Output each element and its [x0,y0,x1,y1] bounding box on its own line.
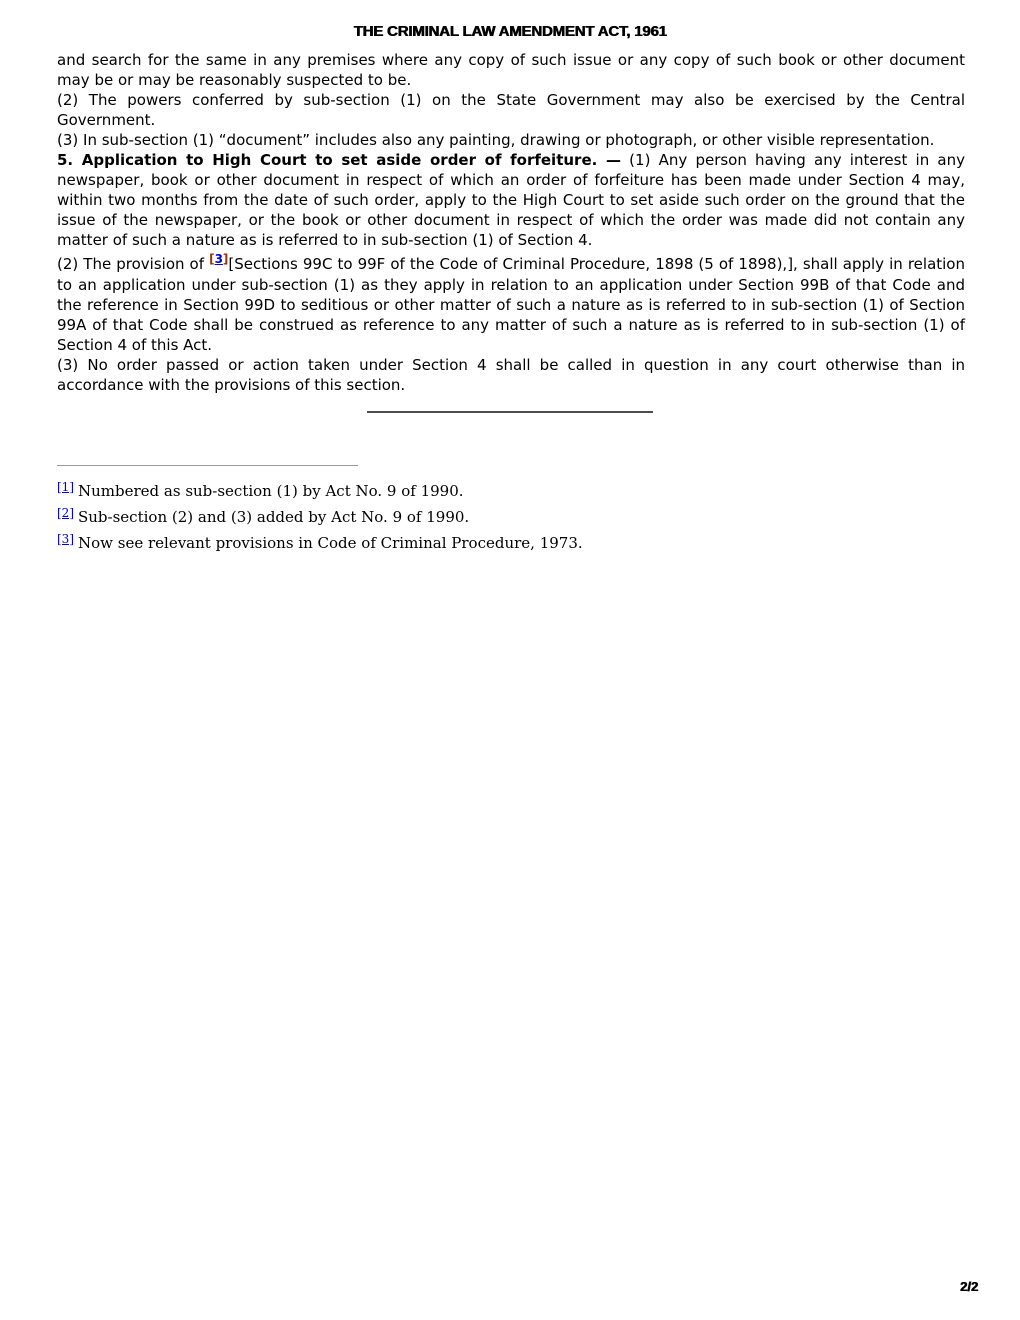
document-body [57,50,965,395]
footnote-link-2[interactable]: [2] [57,506,74,520]
section-end-divider [367,411,653,413]
paragraph-text: (3) No order passed or action taken under Section 4 shall be called in question in any court otherwise than in accordance with the provisions of this section. [57,356,965,394]
footnote-ref-3[interactable] [209,252,228,266]
paragraph-section-5 [57,150,965,250]
paragraph-no-order-questioned [57,355,965,395]
paragraph-text: (2) The powers conferred by sub-section (1) on the State Government may also be exercised by the Central Government. [57,91,965,129]
footnote-item [57,505,1020,531]
paragraph-document-definition [57,130,965,150]
paragraph-provision-sections-99 [57,254,965,355]
footnote-item [57,531,1020,557]
paragraph-text: (3) In sub-section (1) “document” includes also any painting, drawing or photograph, or other visible representation. [57,131,935,149]
ref-open-bracket: [ [209,252,215,266]
section-5-heading: 5. Application to High Court to set aside order of forfeiture. — [57,151,621,169]
paragraph-text: (1) Any person having any interest in any newspaper, book or other document in respect of which an order of forfeiture has been made under Section 4 may, within two months from the date of such order, apply to the High Court to set aside such order on the ground that the issue of the newspaper, or the book or other document in respect of which the order was made did not contain any matter of such a nature as is referred to in sub-section (1) of Section 4. [57,151,965,249]
footnote-text: Numbered as sub-section (1) by Act No. 9 of 1990. [78,482,464,500]
paragraph-text: [Sections 99C to 99F of the Code of Criminal Procedure, 1898 (5 of 1898),], shall apply in relation to an application under sub-section (1) as they apply in relation to an application under Section 99B of that Code and the reference in Section 99D to seditious or other matter of such a nature as is referred to in sub-section (1) of Section 99A of that Code shall be construed as reference to any matter of such a nature as is referred to in sub-section (1) of Section 4 of this Act. [57,255,965,354]
document-title: THE CRIMINAL LAW AMENDMENT ACT, 1961 [353,23,667,40]
footnote-link-3[interactable]: [3] [57,532,74,546]
footnotes-section [57,479,1020,557]
footnote-item [57,479,1020,505]
footnote-text: Sub-section (2) and (3) added by Act No. 9 of 1990. [78,508,470,526]
paragraph-text: and search for the same in any premises where any copy of such issue or any copy of such book or other document may be or may be reasonably suspected to be. [57,51,965,89]
footnote-text: Now see relevant provisions in Code of Criminal Procedure, 1973. [78,534,583,552]
paragraph-powers-central-govt [57,90,965,130]
ref-close-bracket: ] [222,252,229,266]
paragraph-text: (2) The provision of [57,255,210,273]
footnote-link-1[interactable]: [1] [57,480,74,494]
paragraph-search-premises [57,50,965,90]
footnote-ref-3-link[interactable]: 3 [214,252,223,266]
page-number: 2/2 [959,1279,978,1294]
footnote-separator [57,465,358,466]
